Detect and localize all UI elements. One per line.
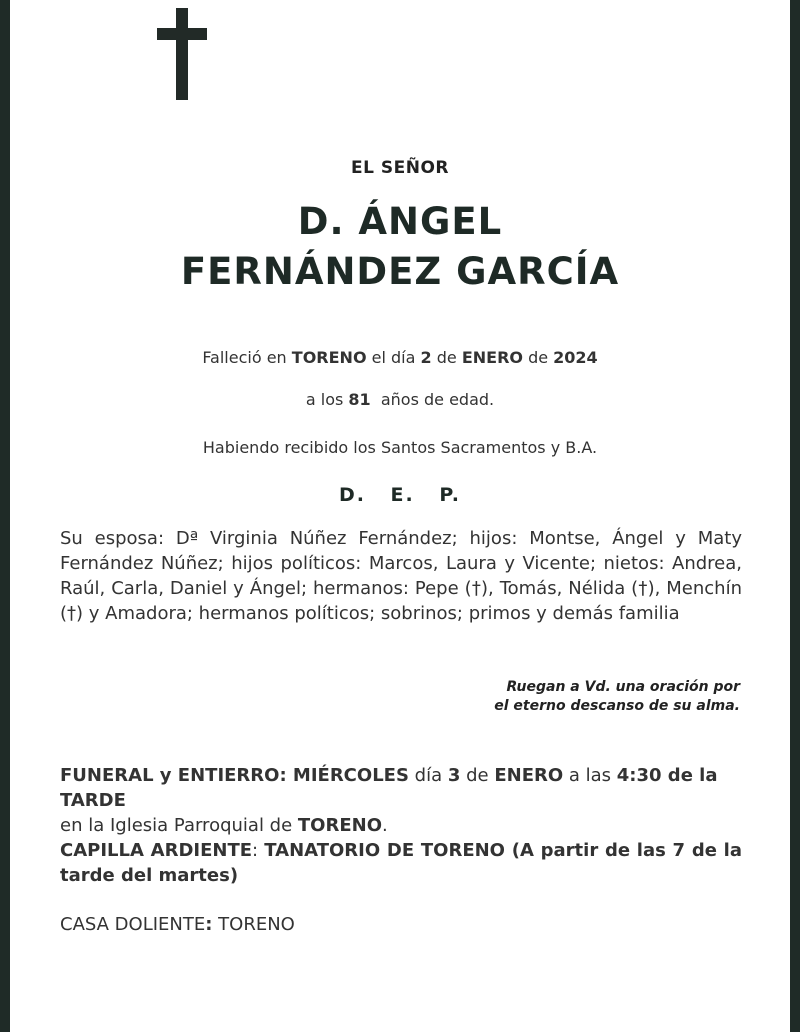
age-info: a los 81 años de edad. [305,390,495,409]
death-place: TORENO [291,348,367,367]
sacraments-text: Habiendo recibido los Santos Sacramentos y B.A. [202,438,598,457]
deceased-name-line1: D. ÁNGEL [297,200,503,243]
death-month: ENERO [461,348,523,367]
death-day: 2 [420,348,432,367]
death-info: Falleció en TORENO el día 2 de ENERO de 2024 [202,348,598,367]
obituary-page [10,0,790,1032]
funeral-info: FUNERAL y ENTIERRO: MIÉRCOLES día 3 de ENERO a las 4:30 de la TARDE en la Iglesia Parroquial de TORENO. [60,765,718,836]
age-value: 81 [348,390,371,409]
cross-icon [157,8,207,100]
casa-doliente: CASA DOLIENTE: TORENO [60,914,295,935]
title-label: EL SEÑOR [351,158,449,178]
family-paragraph: Su esposa: Dª Virginia Núñez Fernández; hijos: Montse, Ángel y Maty Fernández Núñez; hijos políticos: Marcos, Laura y Vicente; nietos: Andrea, Raúl, Carla, Daniel y Ángel; hermanos: Pepe (†), Tomás, Nélida (†), Menchín (†) y Amadora; hermanos políticos; sobrinos; primos y demás familia [60,528,742,624]
death-year: 2024 [553,348,598,367]
dep-heading: D. E. P. [338,484,462,506]
deceased-name-line2: FERNÁNDEZ GARCÍA [180,250,620,293]
capilla-info: CAPILLA ARDIENTE: TANATORIO DE TORENO (A partir de las 7 de la tarde del martes) [60,840,742,886]
prayer-request: Ruegan a Vd. una oración por el eterno descanso de su alma. [494,679,740,714]
